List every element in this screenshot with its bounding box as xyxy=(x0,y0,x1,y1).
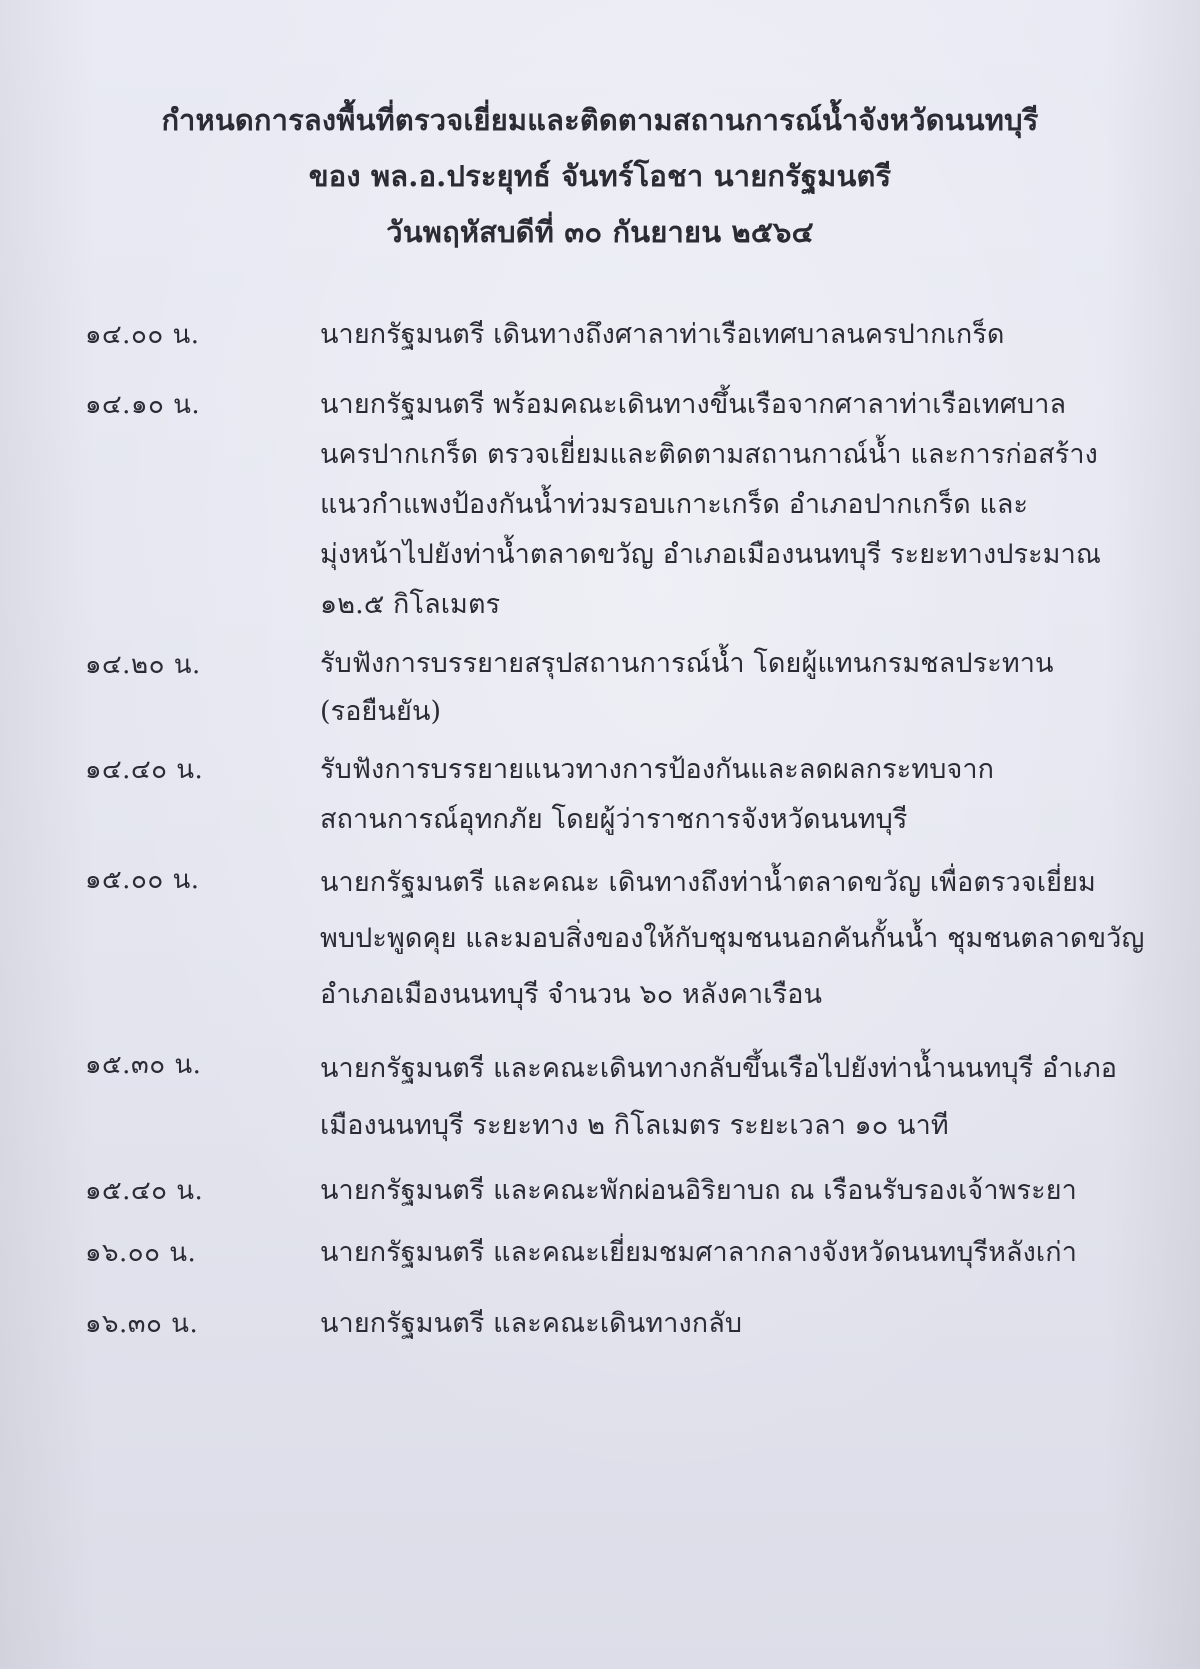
agenda-line: รับฟังการบรรยายแนวทางการป้องกันและลดผลกระทบจาก xyxy=(320,754,995,785)
header-title: กำหนดการลงพื้นที่ตรวจเยี่ยมและติดตามสถานการณ์น้ำจังหวัดนนทบุรี xyxy=(161,103,1039,137)
agenda-description xyxy=(320,745,1120,845)
agenda-line: แนวกำแพงป้องกันน้ำท่วมรอบเกาะเกร็ด อำเภอปากเกร็ด และ xyxy=(320,489,1029,520)
agenda-line: สถานการณ์อุทกภัย โดยผู้ว่าราชการจังหวัดนนทบุรี xyxy=(320,804,908,835)
agenda-line: (รอยืนยัน) xyxy=(320,696,442,727)
agenda-description xyxy=(320,640,1120,736)
agenda-description xyxy=(320,1228,1120,1278)
agenda-line: นายกรัฐมนตรี และคณะเยี่ยมชมศาลากลางจังหวัดนนทบุรีหลังเก่า xyxy=(320,1237,1077,1268)
agenda-line: นายกรัฐมนตรี และคณะเดินทางกลับขึ้นเรือไปยังท่าน้ำนนทบุรี อำเภอ xyxy=(320,1053,1118,1084)
agenda-time: ๑๔.๑๐ น. xyxy=(85,390,201,420)
agenda-description xyxy=(320,1166,1120,1216)
agenda-line: อำเภอเมืองนนทบุรี จำนวน ๖๐ หลังคาเรือน xyxy=(320,979,823,1010)
agenda-time: ๑๔.๒๐ น. xyxy=(85,650,201,680)
agenda-line: นายกรัฐมนตรี และคณะพักผ่อนอิริยาบถ ณ เรือนรับรองเจ้าพระยา xyxy=(320,1175,1077,1206)
agenda-time: ๑๔.๐๐ น. xyxy=(85,320,200,350)
agenda-description xyxy=(320,855,1145,1023)
agenda-time: ๑๔.๔๐ น. xyxy=(85,755,204,785)
agenda-description xyxy=(320,380,1120,630)
agenda-time: ๑๕.๐๐ น. xyxy=(85,865,200,895)
header-date: วันพฤหัสบดีที่ ๓๐ กันยายน ๒๕๖๔ xyxy=(386,215,814,249)
header-subtitle: ของ พล.อ.ประยุทธ์ จันทร์โอชา นายกรัฐมนตรี xyxy=(308,159,892,193)
agenda-time: ๑๕.๓๐ น. xyxy=(85,1050,202,1080)
agenda-line: นครปากเกร็ด ตรวจเยี่ยมและติดตามสถานกาณ์น้ำ และการก่อสร้าง xyxy=(320,439,1098,470)
agenda-time: ๑๖.๐๐ น. xyxy=(85,1238,197,1268)
agenda-line: มุ่งหน้าไปยังท่าน้ำตลาดขวัญ อำเภอเมืองนนทบุรี ระยะทางประมาณ xyxy=(320,539,1101,570)
agenda-description xyxy=(320,1040,1120,1154)
agenda-description xyxy=(320,310,1120,360)
document-header xyxy=(0,92,1200,260)
agenda-line: เมืองนนทบุรี ระยะทาง ๒ กิโลเมตร ระยะเวลา ๑๐ นาที xyxy=(320,1110,949,1141)
agenda-description xyxy=(320,1299,1120,1349)
agenda-time: ๑๕.๔๐ น. xyxy=(85,1176,204,1206)
agenda-line: นายกรัฐมนตรี และคณะ เดินทางถึงท่าน้ำตลาดขวัญ เพื่อตรวจเยี่ยม xyxy=(320,867,1096,898)
agenda-line: พบปะพูดคุย และมอบสิ่งของให้กับชุมชนนอกคันกั้นน้ำ ชุมชนตลาดขวัญ xyxy=(320,923,1145,954)
agenda-line: รับฟังการบรรยายสรุปสถานการณ์น้ำ โดยผู้แทนกรมชลประทาน xyxy=(320,648,1054,679)
agenda-time: ๑๖.๓๐ น. xyxy=(85,1309,199,1339)
agenda-line: ๑๒.๕ กิโลเมตร xyxy=(320,589,501,620)
agenda-line: นายกรัฐมนตรี พร้อมคณะเดินทางขึ้นเรือจากศาลาท่าเรือเทศบาล xyxy=(320,389,1067,420)
agenda-line: นายกรัฐมนตรี และคณะเดินทางกลับ xyxy=(320,1308,743,1339)
agenda-line: นายกรัฐมนตรี เดินทางถึงศาลาท่าเรือเทศบาลนครปากเกร็ด xyxy=(320,319,1005,350)
